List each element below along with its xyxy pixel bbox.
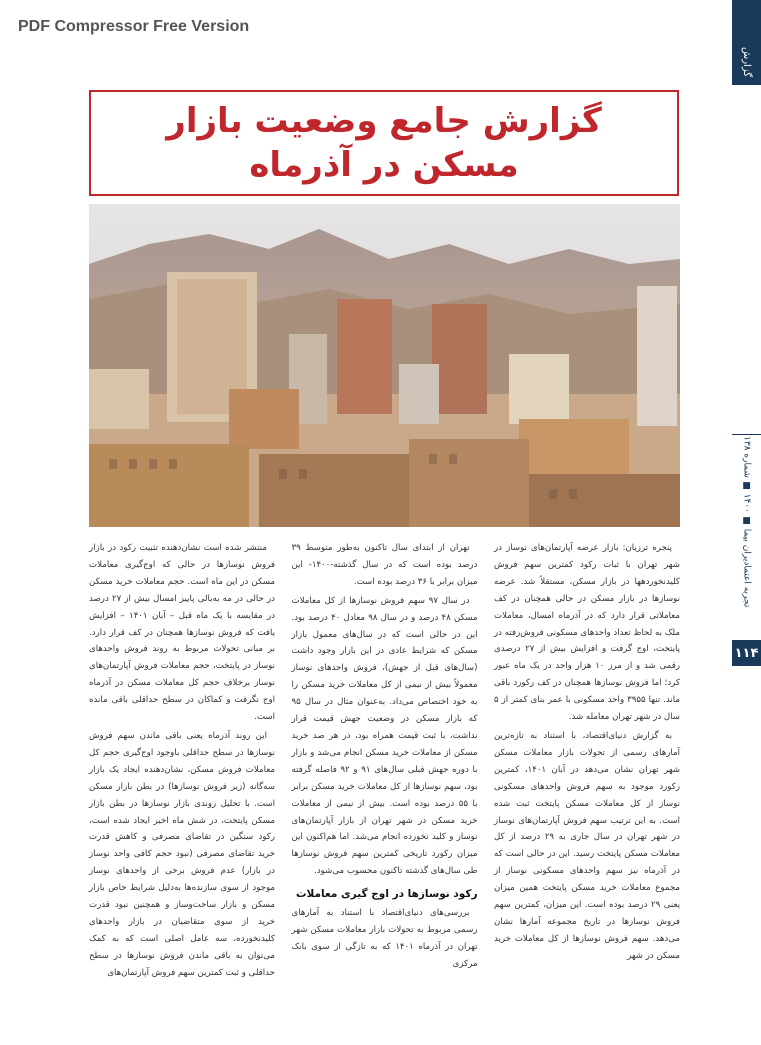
side-divider [732, 434, 761, 435]
page-number: ۱۱۴ [732, 640, 761, 666]
column-middle [292, 540, 478, 1040]
paragraph: این روند آذرماه یعنی باقی ماندن سهم فروش نوسازها در سطح حداقلی باوجود اوج‌گیری حجم کل معاملات فروش مسکن، نشان‌دهنده ایجاد یک بازار سه‌گانه (زیر فروش نوسازها) در بطن بازار مسکن است. با تحلیل روندی بازار نوسازها در بطن بازار مسکن پایتخت، در شش ماه اخیر ایجاد شده است، رکود سنگین در تقاضای مصرفی و کاهش قدرت خرید تقاضای مصرفی (نبود حجم کافی واحد نوساز در بازار) عدم فروش برخی از واحدهای نوساز موجود از سوی سازنده‌ها به‌دلیل شرایط خاص بازار مسکن و بازار ساخت‌وساز و همچنین نبود قدرت خرید از سوی متقاضیان در بازار واحدهای کلیدنخورده، سه عامل اصلی است که به کمک می‌توان به باقی ماندن فروش نوسازها در سطح حداقلی و ثبت کمترین سهم فروش آپارتمان‌های [89, 730, 275, 978]
paragraph: به گزارش دنیای‌اقتصاد، با استناد به تازه‌ترین آمارهای رسمی از تحولات بازار معاملات مسکن شهر تهران نشان می‌دهد در آبان ۱۴۰۱، کمترین رکورد موجود به سهم فروش واحدهای مسکونی نوساز از کل معاملات مسکن پایتخت ثبت شده است. به این ترتیب سهم فروش آپارتمان‌های نوساز در شهر تهران در سال جاری به ۲۹ درصد از کل معاملات مسکن پایتخت رسید. این در حالی است که در آذرماه نیز سهم واحدهای مسکونی نوساز از مجموع معاملات خرید مسکن پایتخت همین میزان یعنی ۲۹ درصد بوده است. این میزان، کمترین سهم فروش نوسازها در تاریخ مجموعه آمارها نشان می‌دهد. سهم فروش نوسازها از کل معاملات خرید مسکن در شهر [494, 730, 680, 961]
article-title-line-2: مسکن در آذرماه [249, 145, 519, 185]
section-tab-label: گزارش [741, 46, 752, 77]
watermark-text: PDF Compressor Free Version [18, 18, 250, 35]
magazine-side-strip [732, 436, 761, 716]
article-title-line-1: گزارش جامع وضعیت بازار [166, 101, 602, 141]
paragraph: تهران از ابتدای سال تاکنون به‌طور متوسط ۳۹ درصد بوده است که در سال گذشته-۱۴۰۰- این میزان برابر با ۳۶ درصد بوده است. [291, 543, 478, 587]
paragraph: منتشر شده است نشان‌دهنده تثبیت رکود در بازار فروش نوسازها در حالی که اوج‌گیری معاملات مسکن در این ماه است. حجم معاملات خرید مسکن در حالی در مه به‌بالی پاییز امسال بیش از ۲۷ درصد در مقایسه با یک ماه قبل – آبان ۱۴۰۱ – افزایش یافت که فروش نوسازها همچنان در کف قرار دارد. بر مبانی تحولات مربوط به روند فروش واحدهای نوساز در پایتخت، حجم معاملات فروش آپارتمان‌های نوساز برخلاف حجم کل معاملات مسکن در آذرماه اوج نگرفت و کماکان در سطح حداقلی باقی مانده است. [89, 543, 275, 723]
section-tab [732, 0, 761, 85]
column-right [494, 540, 680, 1040]
paragraph: در سال ۹۷ سهم فروش نوسازها از کل معاملات مسکن ۴۸ درصد و در سال ۹۸ معادل ۴۰ درصد بود. این در حالی است که در سال‌های معمول بازار مسکن که شرایط عادی در این بازار وجود داشت (سال‌های قبل از جهش)، فروش واحدهای نوساز معمولاً بیش از نیمی از کل معاملات خرید مسکن را به خود اختصاص می‌داد. به‌عنوان مثال در سال ۹۵ که بازار مسکن در وضعیت جهش قیمت قرار نداشت، با ثبت قیمت همراه بود، در هر صد خرید مسکن از معاملات خرید مسکن انجام می‌شد و بازار با دوره جهش قبلی سال‌های ۹۱ و ۹۲ فاصله گرفته بود، سهم نوسازها از کل معاملات خرید مسکن برابر با ۵۵ درصد بوده است. بیش از نیمی از معاملات خرید مسکن در شهر تهران از بازار آپارتمان‌های نوساز و کلید نخورده انجام می‌شد. اما هم‌اکنون این میزان رکورد تاریخی کمترین سهم فروش نوسازها طی سال‌های گذشته تاکنون محسوب می‌شود. [291, 595, 478, 877]
paragraph: پنجره ترزیان: بازار عرضه آپارتمان‌های نوساز در شهر تهران با ثبات رکود کمترین سهم فروش کلیدنخوردهها در بازار مسکن، مستقلاً شد. عرضه نوسازها در بازار مسکن در حالی همچنان در کف معاملاتی قرار دارد که در آذرماه امسال، معاملات ملک به لحاظ تعداد واحدهای مسکونی فروش‌رفته در پایتخت، اوج گرفت و افزایش بیش از ۲۷ درصدی رقمی شد و از مرز ۱۰ هزار واحد در یک ماه عبور کرد؛ اما فروش نوسازها همچنان در کف رکورد باقی ماند. تنها ۳۹۵۵ واحد مسکونی با عمر بنای کمتر از ۵ سال در شهر تهران معامله شد. [494, 543, 680, 723]
article-title-box [89, 90, 679, 196]
city-skyline-photo [89, 204, 680, 527]
article-body [89, 540, 680, 1040]
column-left [89, 540, 275, 1040]
magazine-info: تجربه اعتمادیران بیما ■ ۱۴۰۰ ■ شماره ۱۳۸ [741, 436, 752, 608]
paragraph: بررسی‌های دنیای‌اقتصاد با استناد به آمارهای رسمی مربوط به تحولات بازار معاملات مسکن شهر تهران در آذرماه ۱۴۰۱ که به تازگی از سوی بانک مرکزی [291, 908, 478, 969]
subheading: رکود نوسازها در اوج گیری معاملات [295, 888, 478, 901]
